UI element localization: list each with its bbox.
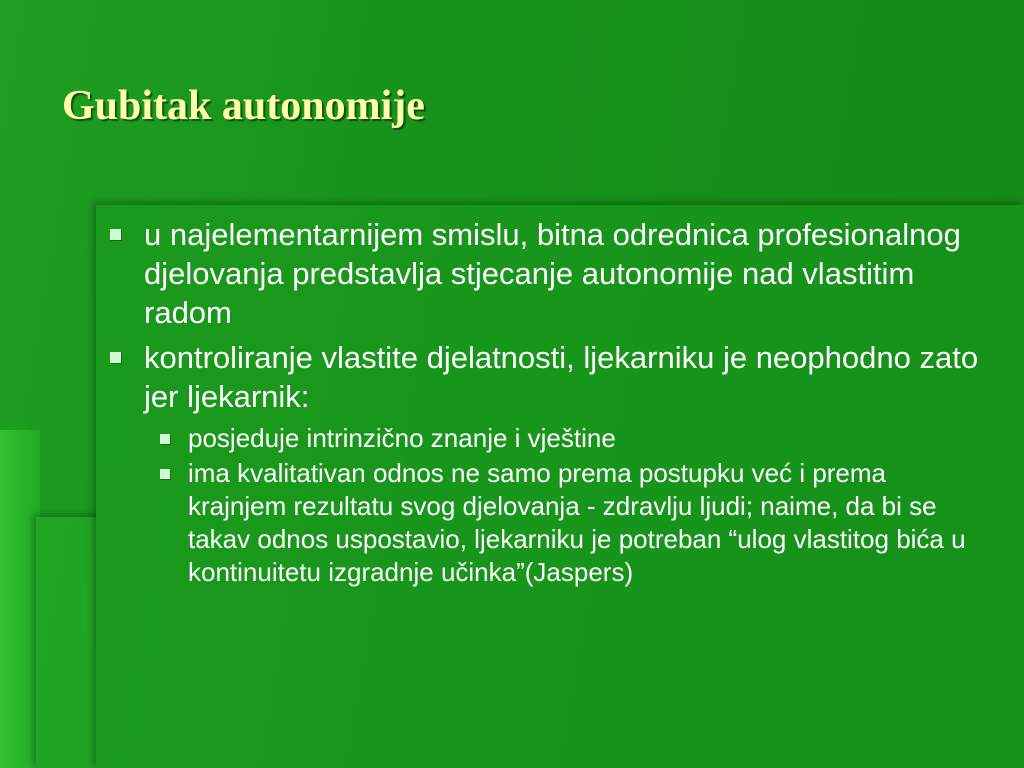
bullet-text: u najelementarnijem smislu, bitna odrednica profesionalnog djelovanja predstavlja stjecanje autonomije nad vlastitim radom <box>144 217 961 330</box>
square-bullet-icon <box>160 469 170 479</box>
square-bullet-icon <box>160 434 170 444</box>
square-bullet-icon <box>110 229 121 240</box>
sub-bullet-item <box>104 457 984 589</box>
bullet-item <box>104 215 984 332</box>
bullet-text: kontroliranje vlastite djelatnosti, ljekarniku je neophodno zato jer ljekarnik: <box>144 340 979 414</box>
sub-bullet-text: posjeduje intrinzično znanje i vještine <box>188 423 616 453</box>
background-panel-left <box>0 430 40 768</box>
sub-bullet-item <box>104 422 984 455</box>
slide-content <box>104 215 984 591</box>
slide-title: Gubitak autonomije <box>62 83 425 129</box>
sub-bullet-text: ima kvalitativan odnos ne samo prema postupku već i prema krajnjem rezultatu svog djelovanja - zdravlju ljudi; naime, da bi se takav odnos uspostavio, ljekarniku je potreban “ulog vlastitog bića u kontinuitetu izgradnje učinka”(Jaspers) <box>188 458 966 587</box>
square-bullet-icon <box>110 352 121 363</box>
bullet-item <box>104 338 984 416</box>
